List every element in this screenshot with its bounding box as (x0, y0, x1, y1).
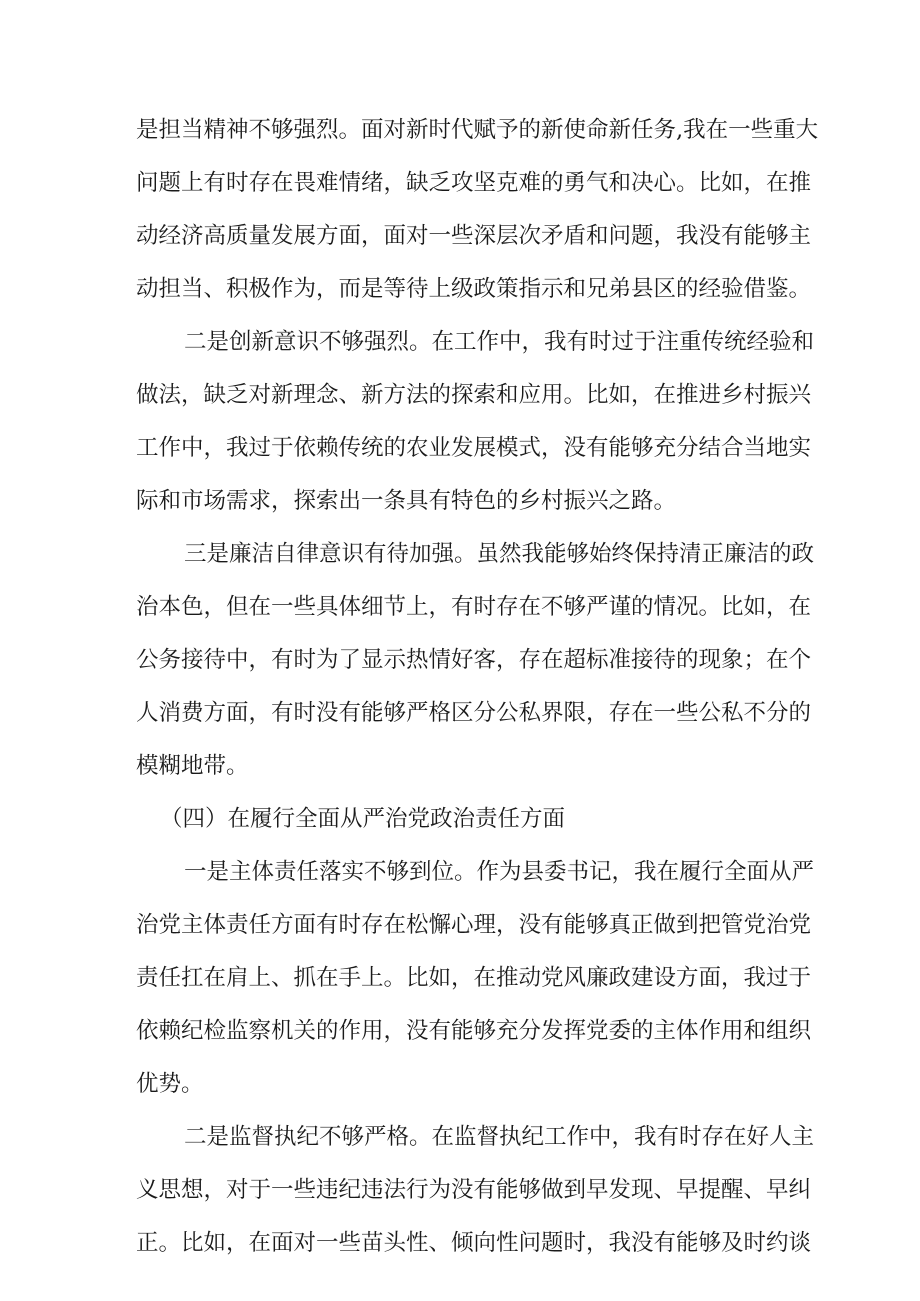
text-line: 依赖纪检监察机关的作用，没有能够充分发挥党委的主体作用和组织 (136, 1018, 812, 1044)
text-line: 治党主体责任方面有时存在松懈心理，没有能够真正做到把管党治党 (136, 912, 812, 938)
text-line: 治本色，但在一些具体细节上，有时存在不够严谨的情况。比如，在 (136, 594, 812, 620)
text-line: 动担当、积极作为，而是等待上级政策指示和兄弟县区的经验借鉴。 (136, 276, 812, 302)
text-line: 公务接待中，有时为了显示热情好客，存在超标准接待的现象；在个 (136, 647, 812, 673)
paragraph-first-line: 一是主体责任落实不够到位。作为县委书记，我在履行全面从严 (184, 859, 815, 885)
section-heading: （四）在履行全面从严治党政治责任方面 (160, 806, 566, 832)
text-line: 优势。 (136, 1071, 204, 1097)
text-line: 问题上有时存在畏难情绪，缺乏攻坚克难的勇气和决心。比如，在推 (136, 170, 812, 196)
paragraph-first-line: 二是监督执纪不够严格。在监督执纪工作中，我有时存在好人主 (184, 1124, 815, 1150)
paragraph-first-line: 三是廉洁自律意识有待加强。虽然我能够始终保持清正廉洁的政 (184, 541, 815, 567)
text-line: 际和市场需求，探索出一条具有特色的乡村振兴之路。 (136, 488, 677, 514)
paragraph-first-line: 二是创新意识不够强烈。在工作中，我有时过于注重传统经验和 (184, 329, 815, 355)
text-line: 模糊地带。 (136, 753, 249, 779)
text-line: 动经济高质量发展方面，面对一些深层次矛盾和问题，我没有能够主 (136, 223, 812, 249)
text-line: 义思想，对于一些违纪违法行为没有能够做到早发现、早提醒、早纠 (136, 1177, 812, 1203)
text-line: 是担当精神不够强烈。面对新时代赋予的新使命新任务,我在一些重大 (136, 117, 819, 143)
text-line: 责任扛在肩上、抓在手上。比如，在推动党风廉政建设方面，我过于 (136, 965, 812, 991)
text-line: 工作中，我过于依赖传统的农业发展模式，没有能够充分结合当地实 (136, 435, 812, 461)
text-line: 人消费方面，有时没有能够严格区分公私界限，存在一些公私不分的 (136, 700, 812, 726)
text-line: 做法，缺乏对新理念、新方法的探索和应用。比如，在推进乡村振兴 (136, 382, 812, 408)
text-line: 正。比如，在面对一些苗头性、倾向性问题时，我没有能够及时约谈 (136, 1230, 812, 1256)
